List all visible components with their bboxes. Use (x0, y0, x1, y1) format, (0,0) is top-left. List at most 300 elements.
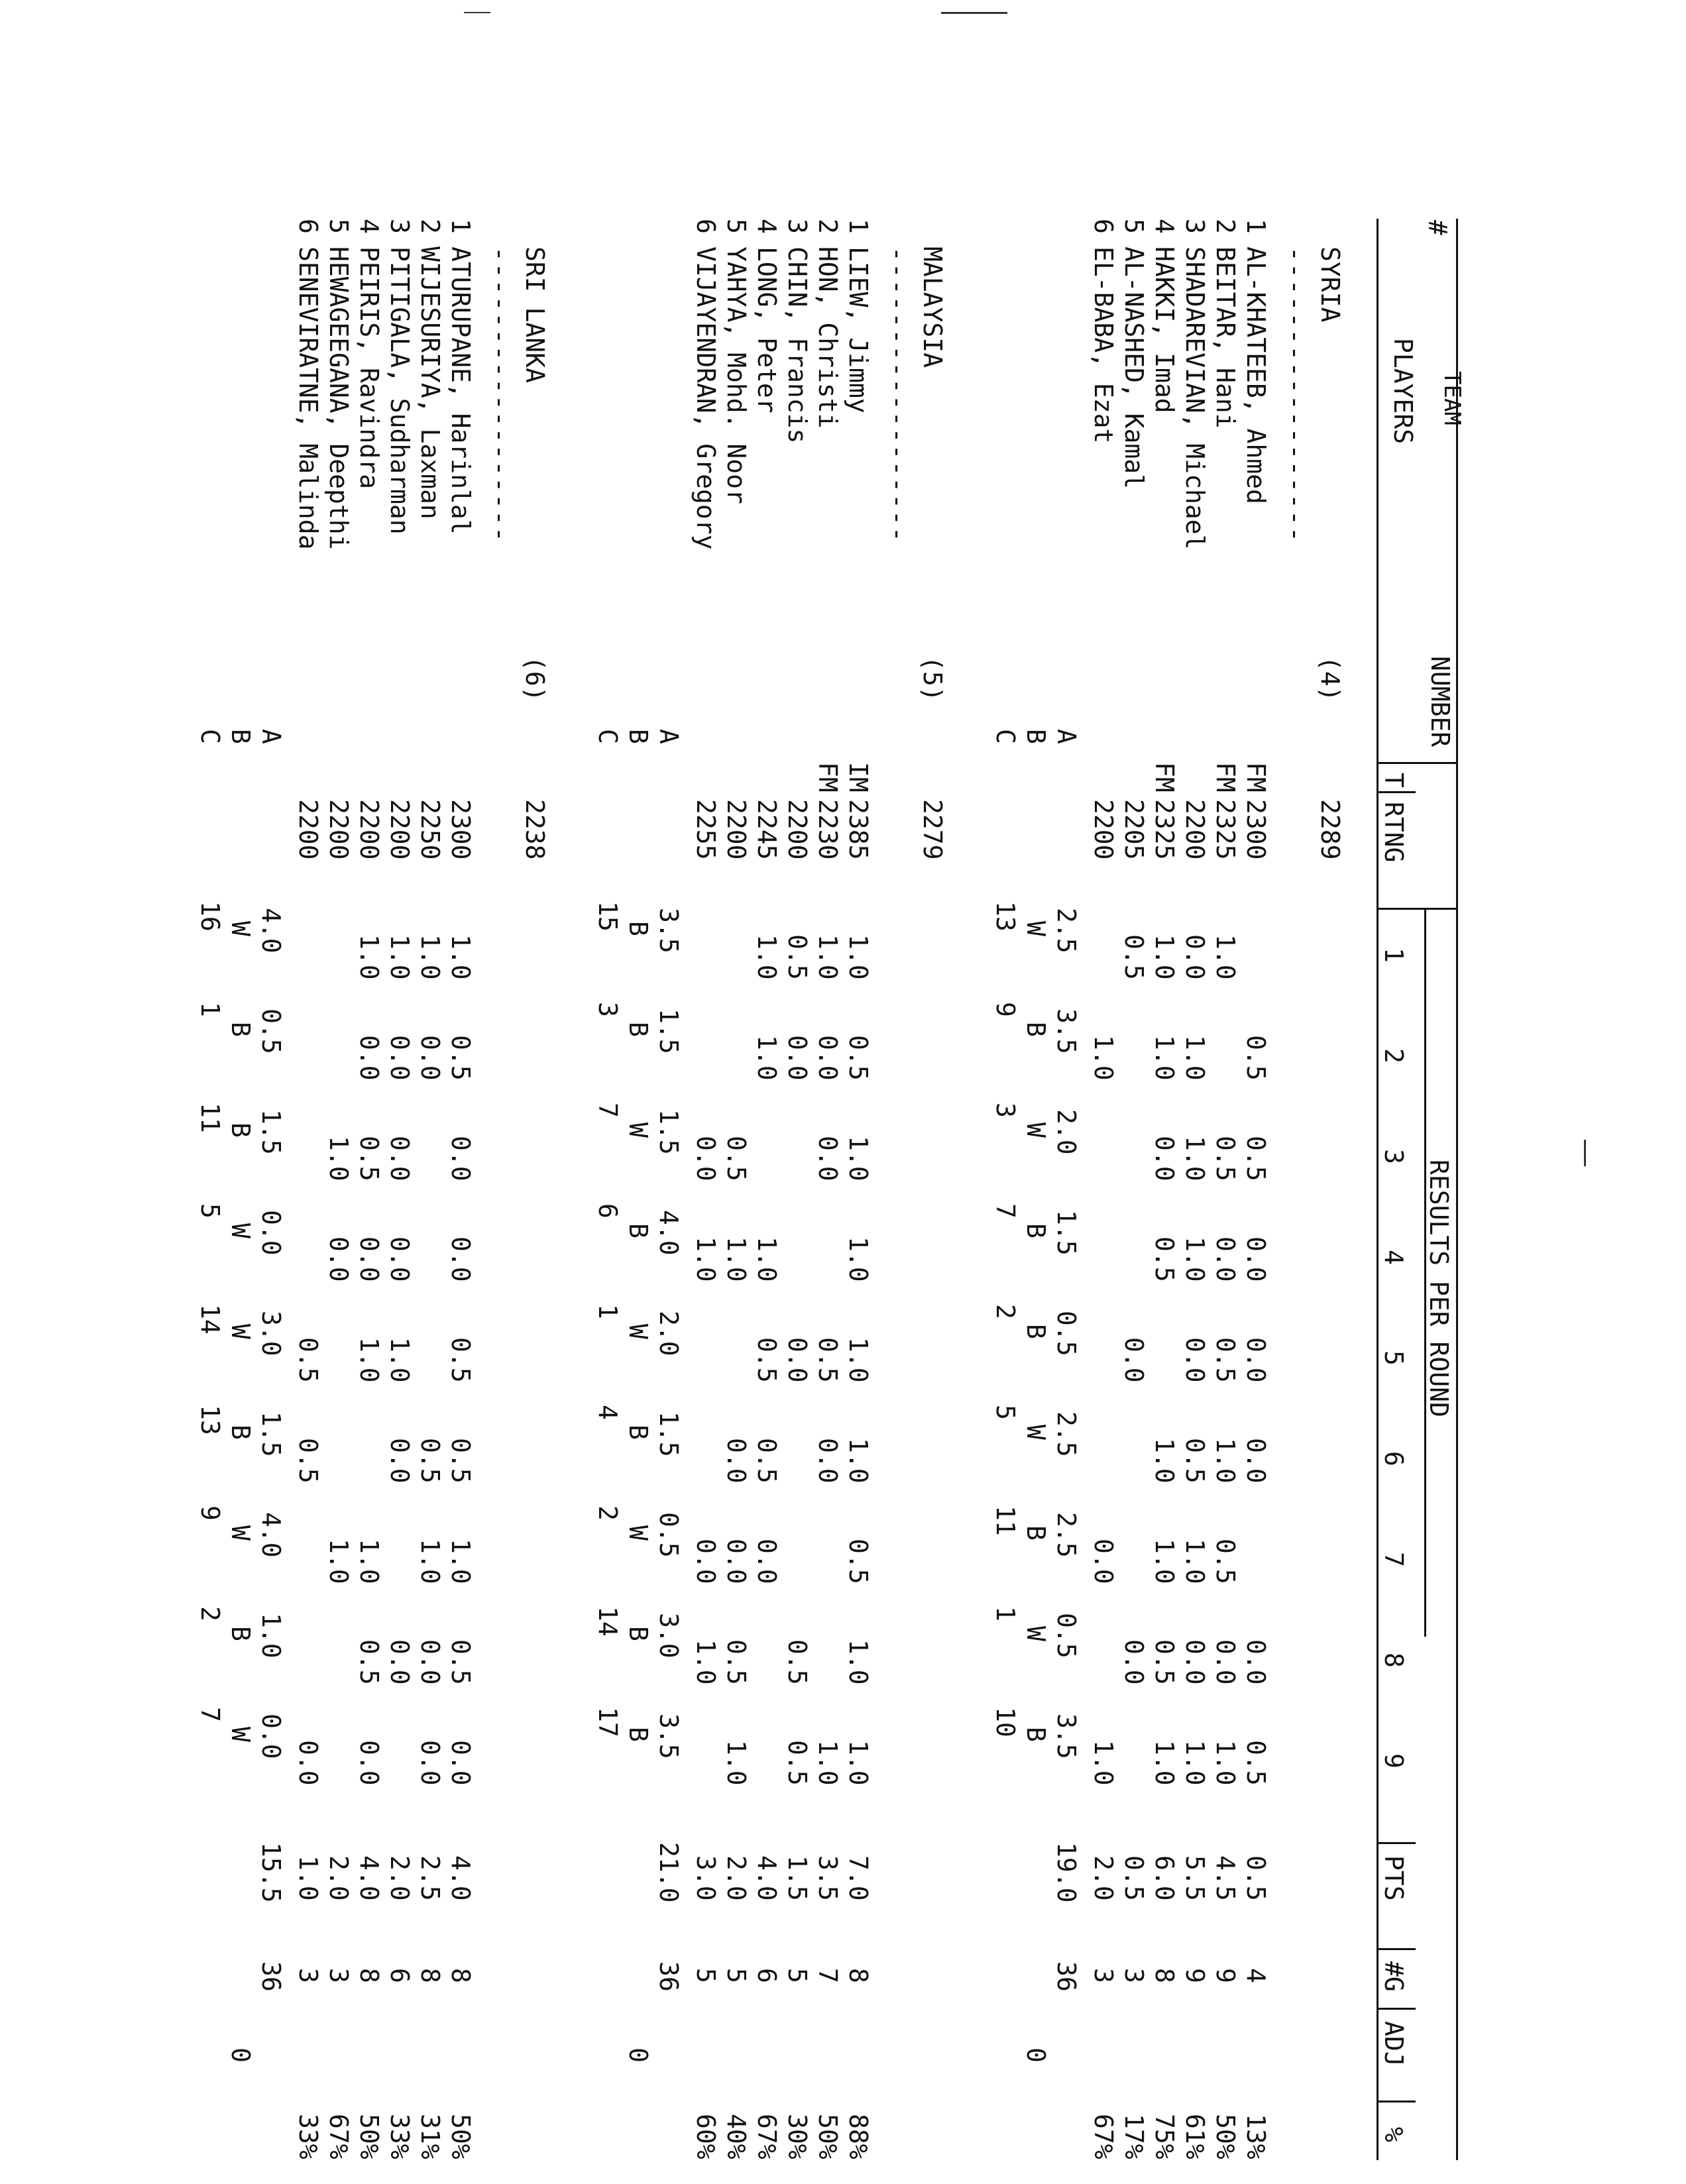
player-round-4-result: 0.0 (385, 1236, 414, 1282)
team-summary-label-b: B (226, 729, 255, 744)
player-number: 1 (446, 219, 475, 234)
team-summary-label-a: A (1052, 729, 1081, 744)
player-rating: 2200 (294, 799, 323, 860)
player-number: 6 (294, 219, 323, 234)
team-rating: 2279 (918, 799, 947, 860)
team-round-9-color: B (1021, 1727, 1050, 1742)
player-round-2-result: 0.5 (1241, 1035, 1270, 1081)
player-rating: 2385 (844, 799, 873, 860)
player-round-5-result: 0.5 (1211, 1337, 1240, 1383)
team-round-8-opponent: 2 (196, 1606, 225, 1621)
header-title: T (1379, 773, 1408, 788)
player-games: 4 (1241, 1968, 1270, 1983)
team-round-8-color: W (1021, 1626, 1050, 1641)
player-percent: 67% (1089, 2114, 1118, 2159)
team-round-3-color: B (226, 1122, 255, 1138)
player-points: 0.5 (1241, 1855, 1270, 1901)
player-round-6-result: 0.5 (1180, 1438, 1209, 1484)
team-round-4-score: 0.0 (256, 1210, 286, 1256)
team-round-5-color: W (624, 1324, 653, 1339)
team-summary-label-c: C (991, 729, 1020, 744)
player-points: 0.5 (1119, 1855, 1149, 1901)
player-round-8-result: 1.0 (844, 1639, 873, 1685)
player-name: EL-BABA, Ezat (1089, 246, 1118, 444)
player-round-5-result: 0.5 (813, 1337, 842, 1383)
team-round-5-opponent: 14 (196, 1304, 225, 1335)
team-round-6-color: B (226, 1425, 255, 1440)
player-percent: 17% (1119, 2114, 1149, 2159)
player-round-7-result: 1.0 (1180, 1539, 1209, 1584)
player-percent: 50% (813, 2114, 842, 2159)
header-adj: ADJ (1379, 2021, 1408, 2067)
player-round-9-result: 0.0 (446, 1740, 475, 1786)
team-adjustment: 0 (226, 2048, 255, 2063)
player-rating: 2200 (385, 799, 414, 860)
team-round-5-color: W (226, 1324, 255, 1339)
player-name: AL-KHATEEB, Ahmed (1241, 246, 1270, 504)
player-round-5-result: 1.0 (355, 1337, 384, 1383)
player-round-6-result: 0.0 (385, 1438, 414, 1484)
player-round-3-result: 0.0 (1150, 1136, 1179, 1181)
player-round-1-result: 0.0 (1180, 934, 1209, 980)
scan-mark-right (1584, 1140, 1586, 1166)
player-percent: 40% (722, 2114, 751, 2159)
team-round-7-color: W (226, 1525, 255, 1541)
player-points: 4.0 (752, 1855, 781, 1901)
team-round-7-color: B (1021, 1525, 1050, 1541)
player-round-2-result: 0.0 (783, 1035, 812, 1081)
team-round-7-score: 4.0 (256, 1512, 286, 1558)
player-round-7-result: 0.0 (691, 1539, 720, 1584)
player-percent: 60% (691, 2114, 720, 2159)
player-round-3-result: 0.5 (1241, 1136, 1270, 1181)
player-title: FM (1211, 762, 1240, 792)
player-round-4-result: 1.0 (844, 1236, 873, 1282)
player-percent: 33% (294, 2114, 323, 2159)
team-round-9-score: 0.0 (256, 1714, 286, 1759)
player-games: 5 (722, 1968, 751, 1983)
player-title: IM (844, 762, 873, 792)
team-round-6-color: B (624, 1425, 653, 1440)
player-round-8-result: 0.0 (1180, 1639, 1209, 1685)
player-round-9-result: 1.0 (813, 1740, 842, 1786)
player-round-2-result: 0.0 (813, 1035, 842, 1081)
player-round-7-result: 0.0 (752, 1539, 781, 1584)
team-round-6-score: 1.5 (256, 1411, 286, 1457)
team-round-4-color: B (624, 1223, 653, 1238)
player-round-5-result: 1.0 (385, 1337, 414, 1383)
player-games: 8 (1150, 1968, 1179, 1983)
header-hash: # (1423, 220, 1452, 235)
team-round-4-color: B (1021, 1223, 1050, 1238)
team-adjustment: 0 (624, 2048, 653, 2063)
team-round-5-score: 0.5 (1052, 1311, 1081, 1356)
player-round-9-result: 1.0 (1150, 1740, 1179, 1786)
team-round-5-score: 3.0 (256, 1311, 286, 1356)
player-number: 6 (691, 219, 720, 234)
player-name: LONG, Peter (752, 246, 781, 413)
round-header-9: 9 (1379, 1753, 1408, 1769)
player-round-6-result: 0.0 (722, 1438, 751, 1484)
player-round-4-result: 0.0 (446, 1236, 475, 1282)
player-round-9-result: 0.0 (355, 1740, 384, 1786)
round-header-2: 2 (1379, 1048, 1408, 1064)
player-number: 2 (1211, 219, 1240, 234)
player-points: 2.0 (324, 1855, 353, 1901)
player-title: FM (1241, 762, 1270, 792)
player-round-6-result: 0.5 (446, 1438, 475, 1484)
team-round-2-score: 3.5 (1052, 1009, 1081, 1054)
header-results-per-round: RESULTS PER ROUND (1424, 1160, 1453, 1417)
divider-games (1378, 1948, 1416, 1950)
team-round-1-color: W (226, 921, 255, 936)
header-number: NUMBER (1426, 656, 1455, 747)
player-round-8-result: 0.5 (722, 1639, 751, 1685)
team-round-4-score: 1.5 (1052, 1210, 1081, 1256)
player-rating: 2200 (722, 799, 751, 860)
team-round-1-opponent: 15 (593, 901, 622, 932)
team-round-4-score: 4.0 (654, 1210, 683, 1256)
team-round-3-opponent: 11 (196, 1103, 225, 1133)
player-round-1-result: 1.0 (752, 934, 781, 980)
player-rating: 2325 (1150, 799, 1179, 860)
team-summary-label-c: C (196, 729, 225, 744)
player-games: 9 (1211, 1968, 1240, 1983)
player-games: 3 (1089, 1968, 1118, 1983)
player-points: 3.5 (813, 1855, 842, 1901)
team-total-points: 15.5 (256, 1842, 286, 1903)
player-round-2-result: 0.5 (446, 1035, 475, 1081)
player-round-9-result: 1.0 (1089, 1740, 1118, 1786)
scan-mark-top-left (464, 12, 490, 13)
team-round-9-score: 3.5 (1052, 1714, 1081, 1759)
team-round-3-opponent: 3 (991, 1103, 1020, 1118)
player-percent: 50% (446, 2114, 475, 2159)
player-round-4-result: 1.0 (722, 1236, 751, 1282)
player-name: BEITAR, Hani (1211, 246, 1240, 429)
team-round-8-opponent: 1 (991, 1606, 1020, 1621)
team-separator: ------------------ (883, 246, 913, 543)
team-round-1-score: 2.5 (1052, 908, 1081, 954)
player-round-2-result: 0.0 (385, 1035, 414, 1081)
player-round-1-result: 1.0 (446, 934, 475, 980)
team-round-2-score: 0.5 (256, 1009, 286, 1054)
player-round-4-result: 1.0 (1180, 1236, 1209, 1282)
player-round-5-result: 0.0 (783, 1337, 812, 1383)
player-round-1-result: 1.0 (1150, 934, 1179, 980)
team-round-1-color: B (624, 921, 653, 936)
team-round-2-color: B (624, 1022, 653, 1037)
player-games: 8 (416, 1968, 445, 1983)
team-total-points: 21.0 (654, 1842, 683, 1903)
player-points: 4.0 (355, 1855, 384, 1901)
team-round-5-opponent: 1 (593, 1304, 622, 1319)
team-round-6-opponent: 4 (593, 1405, 622, 1420)
scan-mark-top-center (941, 12, 1007, 14)
team-total-points: 19.0 (1052, 1842, 1081, 1903)
team-round-2-color: B (226, 1022, 255, 1037)
player-round-3-result: 0.0 (691, 1136, 720, 1181)
team-round-2-opponent: 3 (593, 1002, 622, 1017)
player-name: HON, Christi (813, 246, 842, 429)
player-round-4-result: 0.0 (1211, 1236, 1240, 1282)
player-round-8-result: 1.0 (691, 1639, 720, 1685)
team-rating: 2289 (1316, 799, 1345, 860)
player-points: 2.0 (385, 1855, 414, 1901)
player-round-8-result: 0.0 (1119, 1639, 1149, 1685)
player-percent: 31% (416, 2114, 445, 2159)
player-percent: 50% (355, 2114, 384, 2159)
player-round-1-result: 1.0 (416, 934, 445, 980)
team-round-5-opponent: 2 (991, 1304, 1020, 1319)
player-round-7-result: 0.5 (1211, 1539, 1240, 1584)
divider-adj (1378, 2008, 1416, 2010)
player-name: WIJESURIYA, Laxman (416, 246, 445, 519)
player-games: 3 (1119, 1968, 1149, 1983)
player-points: 5.5 (1180, 1855, 1209, 1901)
player-name: HAKKI, Imad (1150, 246, 1179, 413)
player-round-3-result: 0.5 (1211, 1136, 1240, 1181)
team-name: SYRIA (1316, 246, 1345, 323)
divider-results (1378, 908, 1458, 910)
player-round-7-result: 0.5 (844, 1539, 873, 1584)
player-round-9-result: 0.5 (783, 1740, 812, 1786)
team-rating: 2238 (520, 799, 549, 860)
team-round-8-color: B (624, 1626, 653, 1641)
team-number: (5) (918, 656, 947, 702)
player-points: 3.0 (691, 1855, 720, 1901)
player-round-7-result: 1.0 (324, 1539, 353, 1584)
team-round-3-color: W (1021, 1122, 1050, 1138)
player-round-4-result: 0.0 (355, 1236, 384, 1282)
player-number: 4 (1150, 219, 1179, 234)
player-percent: 67% (752, 2114, 781, 2159)
player-percent: 50% (1211, 2114, 1240, 2159)
player-number: 5 (722, 219, 751, 234)
player-round-1-result: 1.0 (1211, 934, 1240, 980)
divider-title (1378, 791, 1416, 793)
round-header-3: 3 (1379, 1149, 1408, 1164)
player-games: 8 (446, 1968, 475, 1983)
team-round-7-opponent: 2 (593, 1505, 622, 1521)
player-round-5-result: 0.5 (294, 1337, 323, 1383)
player-points: 7.0 (844, 1855, 873, 1901)
player-round-8-result: 0.5 (446, 1639, 475, 1685)
player-name: VIJAYENDRAN, Gregory (691, 246, 720, 550)
player-round-2-result: 1.0 (752, 1035, 781, 1081)
player-round-7-result: 1.0 (1150, 1539, 1179, 1584)
player-percent: 13% (1241, 2114, 1270, 2159)
team-round-1-score: 4.0 (256, 908, 286, 954)
player-number: 1 (1241, 219, 1270, 234)
crosstable-sheet (196, 219, 1465, 2167)
player-number: 1 (844, 219, 873, 234)
player-round-4-result: 0.0 (324, 1236, 353, 1282)
player-title: FM (813, 762, 842, 792)
team-round-6-score: 2.5 (1052, 1411, 1081, 1457)
team-round-4-color: W (226, 1223, 255, 1238)
team-round-6-score: 1.5 (654, 1411, 683, 1457)
round-header-1: 1 (1379, 948, 1408, 963)
player-round-6-result: 0.5 (752, 1438, 781, 1484)
player-round-2-result: 1.0 (1089, 1035, 1118, 1081)
player-round-5-result: 0.5 (446, 1337, 475, 1383)
player-number: 4 (752, 219, 781, 234)
team-round-9-color: B (624, 1727, 653, 1742)
team-total-games: 36 (654, 1961, 683, 1992)
player-round-3-result: 0.0 (446, 1136, 475, 1181)
player-name: LIEW, Jimmy (844, 246, 873, 413)
team-round-4-opponent: 5 (196, 1203, 225, 1219)
player-round-2-result: 0.5 (844, 1035, 873, 1081)
team-round-9-opponent: 7 (196, 1707, 225, 1722)
player-round-2-result: 1.0 (1180, 1035, 1209, 1081)
team-round-3-score: 1.5 (256, 1109, 286, 1155)
header-pct: % (1379, 2127, 1408, 2142)
player-round-1-result: 0.5 (783, 934, 812, 980)
player-round-3-result: 0.0 (385, 1136, 414, 1181)
player-round-6-result: 1.0 (1150, 1438, 1179, 1484)
player-rating: 2200 (1180, 799, 1209, 860)
team-round-8-opponent: 14 (593, 1606, 622, 1637)
player-name: ATURUPANE, Harinlal (446, 246, 475, 535)
team-round-9-score: 3.5 (654, 1714, 683, 1759)
player-number: 4 (355, 219, 384, 234)
team-round-7-color: W (624, 1525, 653, 1541)
player-round-4-result: 0.5 (1150, 1236, 1179, 1282)
team-round-2-opponent: 9 (991, 1002, 1020, 1017)
player-rating: 2200 (1089, 799, 1118, 860)
player-round-1-result: 1.0 (355, 934, 384, 980)
player-name: HEWAGEEGANA, Deepthi (324, 246, 353, 550)
team-name: SRI LANKA (520, 246, 549, 383)
team-total-games: 36 (1052, 1961, 1081, 1992)
divider-pts (1378, 1842, 1416, 1844)
team-round-8-score: 3.0 (654, 1613, 683, 1659)
player-round-6-result: 0.5 (294, 1438, 323, 1484)
header-rating: RTNG (1379, 802, 1408, 863)
team-round-3-score: 1.5 (654, 1109, 683, 1155)
divider-pct (1378, 2101, 1416, 2102)
player-name: PEIRIS, Ravindra (355, 246, 384, 490)
player-number: 3 (385, 219, 414, 234)
player-round-6-result: 1.0 (1211, 1438, 1240, 1484)
player-round-7-result: 1.0 (446, 1539, 475, 1584)
team-round-9-opponent: 17 (593, 1707, 622, 1737)
team-round-9-opponent: 10 (991, 1707, 1020, 1737)
team-round-4-opponent: 6 (593, 1203, 622, 1219)
team-round-7-score: 0.5 (654, 1512, 683, 1558)
player-round-6-result: 0.0 (813, 1438, 842, 1484)
player-name: CHIN, Francis (783, 246, 812, 444)
player-round-8-result: 0.0 (385, 1639, 414, 1685)
player-games: 5 (783, 1968, 812, 1983)
player-round-6-result: 0.0 (1241, 1438, 1270, 1484)
player-rating: 2255 (691, 799, 720, 860)
player-round-2-result: 0.0 (355, 1035, 384, 1081)
player-round-1-result: 1.0 (385, 934, 414, 980)
player-name: AL-NASHED, Kamal (1119, 246, 1149, 490)
player-round-9-result: 0.0 (416, 1740, 445, 1786)
team-round-6-opponent: 5 (991, 1405, 1020, 1420)
team-round-1-score: 3.5 (654, 908, 683, 954)
team-round-9-color: W (226, 1727, 255, 1742)
divider-number (1378, 762, 1458, 764)
round-header-7: 7 (1379, 1552, 1408, 1567)
team-round-1-opponent: 13 (991, 901, 1020, 932)
player-round-4-result: 1.0 (752, 1236, 781, 1282)
player-round-3-result: 1.0 (324, 1136, 353, 1181)
player-round-8-result: 0.5 (355, 1639, 384, 1685)
player-games: 6 (385, 1968, 414, 1983)
player-round-4-result: 1.0 (691, 1236, 720, 1282)
player-number: 5 (324, 219, 353, 234)
player-round-9-result: 0.0 (294, 1740, 323, 1786)
player-round-5-result: 0.0 (1119, 1337, 1149, 1383)
player-percent: 88% (844, 2114, 873, 2159)
player-round-1-result: 0.5 (1119, 934, 1149, 980)
player-name: SENEVIRATNE, Malinda (294, 246, 323, 550)
player-number: 3 (1180, 219, 1209, 234)
team-summary-label-a: A (654, 729, 683, 744)
team-number: (4) (1316, 656, 1345, 702)
player-rating: 2245 (752, 799, 781, 860)
player-percent: 30% (783, 2114, 812, 2159)
player-points: 2.5 (416, 1855, 445, 1901)
player-number: 2 (416, 219, 445, 234)
player-games: 7 (813, 1968, 842, 1983)
player-round-5-result: 0.0 (1180, 1337, 1209, 1383)
team-round-6-opponent: 13 (196, 1405, 225, 1435)
team-round-6-color: W (1021, 1425, 1050, 1440)
team-round-2-score: 1.5 (654, 1009, 683, 1054)
player-rating: 2230 (813, 799, 842, 860)
player-rating: 2300 (1241, 799, 1270, 860)
player-round-1-result: 1.0 (813, 934, 842, 980)
player-number: 2 (813, 219, 842, 234)
player-games: 9 (1180, 1968, 1209, 1983)
team-round-3-score: 2.0 (1052, 1109, 1081, 1155)
player-round-7-result: 1.0 (416, 1539, 445, 1584)
player-number: 6 (1089, 219, 1118, 234)
player-games: 5 (691, 1968, 720, 1983)
team-round-7-opponent: 11 (991, 1505, 1020, 1536)
player-round-3-result: 0.0 (813, 1136, 842, 1181)
player-round-9-result: 0.5 (1241, 1740, 1270, 1786)
team-summary-label-b: B (624, 729, 653, 744)
player-rating: 2205 (1119, 799, 1149, 860)
player-round-7-result: 0.0 (722, 1539, 751, 1584)
player-points: 1.5 (783, 1855, 812, 1901)
team-round-1-opponent: 16 (196, 901, 225, 932)
player-rating: 2250 (416, 799, 445, 860)
team-round-2-color: B (1021, 1022, 1050, 1037)
player-points: 6.0 (1150, 1855, 1179, 1901)
header-top-rule (1456, 219, 1458, 2160)
team-summary-label-b: B (1021, 729, 1050, 744)
player-number: 5 (1119, 219, 1149, 234)
team-round-5-color: B (1021, 1324, 1050, 1339)
player-rating: 2200 (783, 799, 812, 860)
player-round-3-result: 0.5 (355, 1136, 384, 1181)
team-round-5-score: 2.0 (654, 1311, 683, 1356)
player-round-8-result: 0.5 (1150, 1639, 1179, 1685)
player-round-6-result: 0.5 (416, 1438, 445, 1484)
player-round-5-result: 0.5 (752, 1337, 781, 1383)
round-header-8: 8 (1379, 1653, 1408, 1668)
player-games: 3 (294, 1968, 323, 1983)
player-round-2-result: 1.0 (1150, 1035, 1179, 1081)
